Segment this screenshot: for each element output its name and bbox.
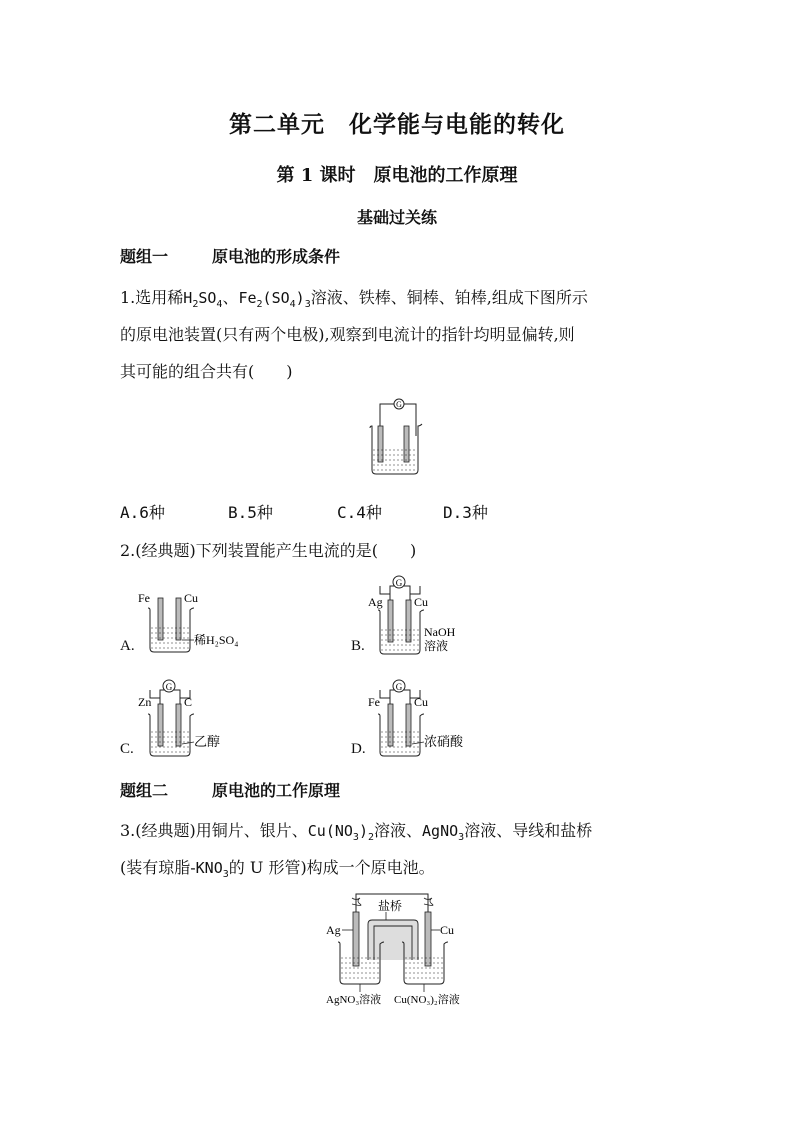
- h2so4-formula: $H_2SO_4$: [183, 289, 223, 310]
- salt-bridge: [368, 920, 418, 960]
- q3-line-1: [120, 818, 592, 843]
- group-label: 题组二: [120, 781, 169, 800]
- solution-label: 乙醇: [194, 734, 221, 749]
- q2-option-b-diagram: [366, 572, 476, 658]
- solution-label: 稀H₂SO₄: [194, 633, 239, 647]
- q1-option-b[interactable]: B.5种: [228, 503, 273, 522]
- q2-option-a-diagram: [136, 584, 246, 656]
- electrode-left-label: Zn: [138, 695, 152, 709]
- q1-cell-diagram: [360, 398, 430, 480]
- q2-option-d-diagram: [366, 676, 476, 762]
- section-heading: 基础过关练: [356, 208, 437, 227]
- q1-option-d[interactable]: D.3种: [443, 503, 488, 522]
- electrode-left-label: Fe: [138, 591, 150, 605]
- electrode-right-label: Cu: [184, 591, 199, 605]
- q1-option-c[interactable]: C.4种: [337, 503, 382, 522]
- q3-prefix: 3.(经典题)用铜片、银片、: [120, 821, 308, 840]
- q2-option-d-label[interactable]: D.: [351, 741, 366, 757]
- agno3-formula: AgNO$_3$: [422, 822, 465, 843]
- bridge-label: 盐桥: [378, 899, 403, 913]
- meter-label: G: [165, 682, 173, 692]
- q2-option-b-label[interactable]: B.: [351, 638, 365, 654]
- right-solution-label: Cu(NO₃)₂溶液: [394, 994, 460, 1006]
- lesson-subtitle: 第 1 课时 原电池的工作原理: [276, 165, 518, 186]
- electrode-left-label: Ag: [368, 595, 383, 609]
- q2-stem: 2.(经典题)下列装置能产生电流的是( ): [120, 541, 417, 560]
- q3-line2-prefix: (装有琼脂-: [120, 858, 196, 877]
- solution-label-1: NaOH: [424, 625, 456, 639]
- q2-option-c-label[interactable]: C.: [120, 741, 134, 757]
- electrode-left: [378, 426, 383, 462]
- group-label: 题组一: [120, 247, 169, 266]
- group-name: 原电池的工作原理: [212, 781, 341, 800]
- electrode-left-label: Fe: [368, 695, 380, 709]
- group-heading-2: [120, 778, 340, 801]
- q2-option-c-diagram: [136, 676, 246, 762]
- left-electrode-label: Ag: [326, 923, 341, 937]
- fe2so43-formula: $Fe_2(SO_4)_3$: [238, 289, 311, 310]
- electrode-right-label: Cu: [414, 595, 429, 609]
- q3-mid: 溶液、: [374, 821, 423, 840]
- cuno32-formula: $Cu(NO_3)_2$: [307, 822, 375, 843]
- q3-salt-bridge-diagram: [322, 888, 472, 1012]
- solution-label: 浓硝酸: [424, 734, 464, 749]
- q2-option-a-label[interactable]: A.: [120, 638, 135, 654]
- q3-line-2: [120, 855, 435, 880]
- kno3-formula: $KNO_3$: [195, 859, 229, 880]
- meter-label: G: [395, 682, 403, 692]
- group-name: 原电池的形成条件: [212, 247, 341, 266]
- right-electrode-label: Cu: [440, 923, 455, 937]
- q1-line-1: 1.选用稀$H_2SO_4$、$Fe_2(SO_4)_3$溶液、铁棒、铜棒、铂棒,组成下图所示: [120, 288, 588, 310]
- q3-rest: 溶液、导线和盐桥: [464, 821, 593, 840]
- q1-rest: 溶液、铁棒、铜棒、铂棒,组成下图所示: [310, 288, 588, 307]
- electrode-right-label: C: [184, 695, 193, 709]
- q1-line-3: 其可能的组合共有( ): [120, 362, 293, 381]
- q1-prefix: 1.选用稀: [120, 288, 184, 307]
- group-heading-1: [120, 244, 340, 267]
- q1-line-2: 的原电池装置(只有两个电极),观察到电流计的指针均明显偏转,则: [120, 325, 575, 344]
- meter-label: G: [396, 400, 402, 409]
- q1-option-a[interactable]: A.6种: [120, 503, 165, 522]
- electrode-right: [404, 426, 409, 462]
- q3-line2-rest: 的 U 形管)构成一个原电池。: [228, 858, 435, 877]
- page-title: 第二单元 化学能与电能的转化: [229, 111, 565, 138]
- solution-label-2: 溶液: [424, 639, 449, 653]
- electrode-right-label: Cu: [414, 695, 429, 709]
- left-solution-label: AgNO₃溶液: [326, 994, 382, 1006]
- meter-label: G: [395, 578, 403, 588]
